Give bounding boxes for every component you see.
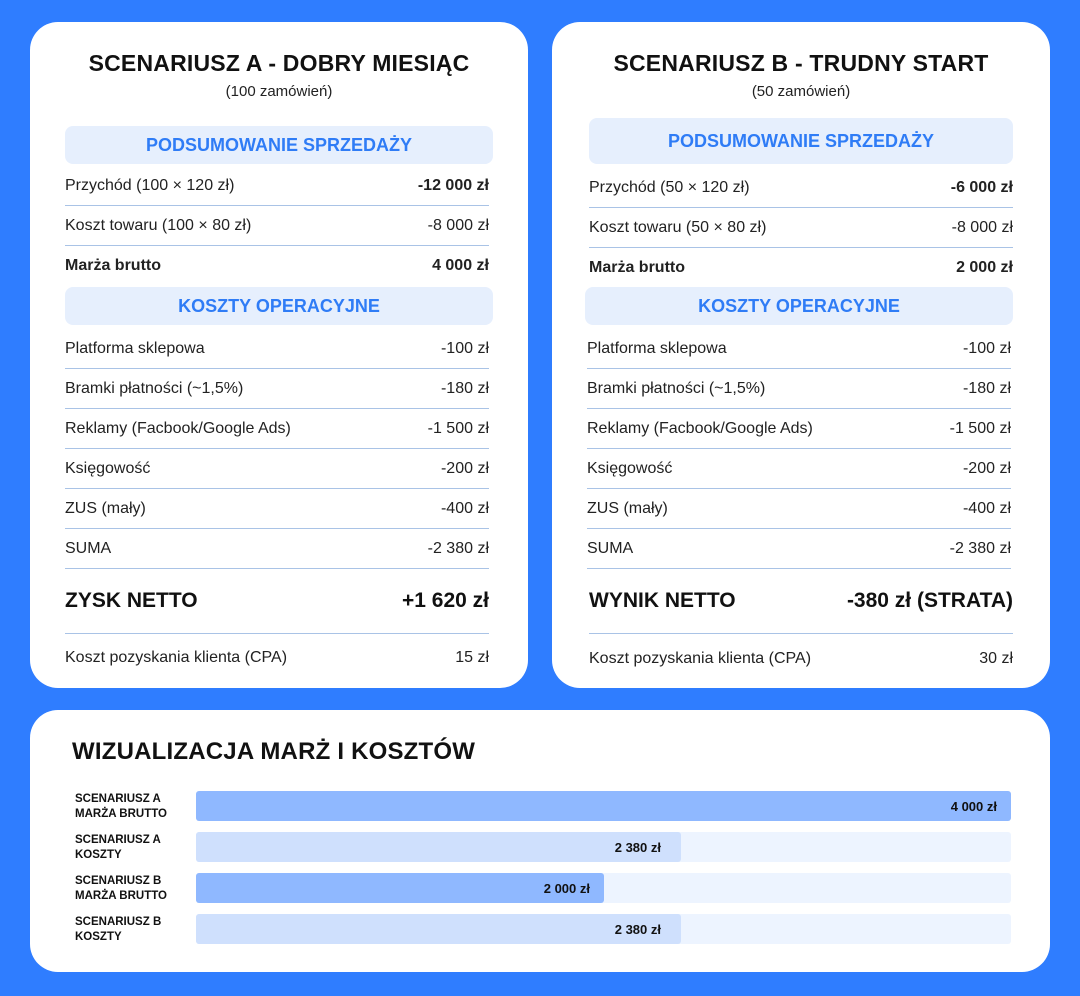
row-value: -180 zł xyxy=(962,379,1011,397)
row-label: ZUS (mały) xyxy=(587,499,668,517)
scenario-a-revenue-row xyxy=(65,166,489,206)
scenario-a-cost-row xyxy=(65,329,489,369)
scenario-b-card xyxy=(552,22,1050,688)
net-label: ZYSK NETTO xyxy=(65,589,198,612)
row-value: -1 500 zł xyxy=(427,419,489,437)
row-value: -8 000 zł xyxy=(427,216,489,234)
row-label: Marża brutto xyxy=(65,257,161,274)
scenario-b-cogs-row xyxy=(589,208,1013,248)
scenario-a-net-row xyxy=(65,569,489,633)
scenario-a-title: SCENARIUSZ A - DOBRY MIESIĄC xyxy=(88,50,470,76)
bar-label-line: SCENARIUSZ A xyxy=(75,834,161,846)
row-label: SUMA xyxy=(587,539,634,557)
row-label: Platforma sklepowa xyxy=(65,339,205,357)
scenario-b-cost-row xyxy=(587,329,1011,369)
bar-label-line: KOSZTY xyxy=(75,849,122,861)
bar-track xyxy=(196,791,1011,821)
bar-label-line: KOSZTY xyxy=(75,931,122,943)
bar-label-line: MARŻA BRUTTO xyxy=(75,808,167,820)
net-value: -380 zł (STRATA) xyxy=(846,589,1013,612)
scenario-b-gross-margin-row xyxy=(589,248,1013,288)
row-value: -1 500 zł xyxy=(949,419,1011,437)
row-label: Reklamy (Facbook/Google Ads) xyxy=(65,419,291,437)
scenario-b-cost-row xyxy=(587,489,1011,529)
bar-scenario-a-margin xyxy=(196,791,1011,821)
scenario-a-cogs-row xyxy=(65,206,489,246)
row-value: 30 zł xyxy=(979,650,1013,667)
scenario-b-sales-header: PODSUMOWANIE SPRZEDAŻY xyxy=(589,118,1013,164)
row-label: Koszt pozyskania klienta (CPA) xyxy=(589,650,812,667)
row-value: -12 000 zł xyxy=(417,176,489,194)
scenario-a-cost-row xyxy=(65,489,489,529)
net-label: WYNIK NETTO xyxy=(589,589,736,612)
row-label: Bramki płatności (~1,5%) xyxy=(587,379,766,397)
scenario-b-net-row xyxy=(589,569,1013,633)
row-label: Księgowość xyxy=(65,459,151,477)
divider xyxy=(589,633,1013,634)
bar-label-line: SCENARIUSZ A xyxy=(75,793,161,805)
scenario-b-subtitle: (50 zamówień) xyxy=(751,83,851,100)
row-label: SUMA xyxy=(65,539,112,557)
row-value: -200 zł xyxy=(440,459,489,477)
bar-label xyxy=(75,833,205,863)
scenario-a-cpa-row xyxy=(65,638,489,678)
net-value: +1 620 zł xyxy=(402,589,489,612)
visualization-title: WIZUALIZACJA MARŻ I KOSZTÓW xyxy=(72,738,476,765)
scenario-a-sales-header: PODSUMOWANIE SPRZEDAŻY xyxy=(65,126,493,164)
bar-value-label: 2 000 zł xyxy=(543,880,590,896)
row-label: Reklamy (Facbook/Google Ads) xyxy=(587,419,813,437)
scenario-b-cost-sum-row xyxy=(587,529,1011,569)
bar-scenario-b-margin xyxy=(196,873,604,903)
row-value: -400 zł xyxy=(962,499,1011,517)
row-label: Koszt towaru (50 × 80 zł) xyxy=(589,218,767,236)
row-value: -2 380 zł xyxy=(949,539,1011,557)
scenario-b-costs-header: KOSZTY OPERACYJNE xyxy=(585,287,1013,325)
row-value: 15 zł xyxy=(455,649,489,666)
row-value: -100 zł xyxy=(440,339,489,357)
bar-value-label: 2 380 zł xyxy=(614,839,661,855)
bar-value-label: 4 000 zł xyxy=(950,798,997,814)
visualization-card xyxy=(30,710,1050,972)
scenario-a-costs-header: KOSZTY OPERACYJNE xyxy=(65,287,493,325)
row-label: Platforma sklepowa xyxy=(587,339,727,357)
bar-label-line: MARŻA BRUTTO xyxy=(75,890,167,902)
row-value: -400 zł xyxy=(440,499,489,517)
scenario-b-title: SCENARIUSZ B - TRUDNY START xyxy=(613,50,989,76)
row-value: -6 000 zł xyxy=(950,178,1013,196)
row-value: 2 000 zł xyxy=(956,259,1013,276)
row-label: Koszt towaru (100 × 80 zł) xyxy=(65,216,252,234)
bar-label-line: SCENARIUSZ B xyxy=(75,875,162,887)
bar-track xyxy=(196,873,1011,903)
bar-track xyxy=(196,914,1011,944)
bar-scenario-a-costs xyxy=(196,832,681,862)
bar-label-line: SCENARIUSZ B xyxy=(75,916,162,928)
bar-value-label: 2 380 zł xyxy=(614,921,661,937)
row-label: ZUS (mały) xyxy=(65,499,146,517)
scenario-b-cost-row xyxy=(587,369,1011,409)
bar-label xyxy=(75,915,205,945)
bar-scenario-b-costs xyxy=(196,914,681,944)
row-value: -8 000 zł xyxy=(951,218,1013,236)
row-label: Przychód (50 × 120 zł) xyxy=(589,178,750,196)
scenario-b-revenue-row xyxy=(589,168,1013,208)
bar-label xyxy=(75,874,205,904)
scenario-a-gross-margin-row xyxy=(65,246,489,286)
bar-track xyxy=(196,832,1011,862)
divider xyxy=(65,633,489,634)
scenario-a-cost-sum-row xyxy=(65,529,489,569)
row-label: Przychód (100 × 120 zł) xyxy=(65,176,235,194)
scenario-a-cost-row xyxy=(65,449,489,489)
row-value: -180 zł xyxy=(440,379,489,397)
row-value: 4 000 zł xyxy=(432,257,489,274)
row-label: Księgowość xyxy=(587,459,673,477)
scenario-b-cost-row xyxy=(587,409,1011,449)
scenario-a-cost-row xyxy=(65,409,489,449)
scenario-b-cost-row xyxy=(587,449,1011,489)
row-label: Marża brutto xyxy=(589,259,685,276)
bar-label xyxy=(75,792,205,822)
row-value: -100 zł xyxy=(962,339,1011,357)
row-label: Bramki płatności (~1,5%) xyxy=(65,379,244,397)
row-label: Koszt pozyskania klienta (CPA) xyxy=(65,649,288,666)
scenario-a-subtitle: (100 zamówień) xyxy=(225,83,333,100)
row-value: -2 380 zł xyxy=(427,539,489,557)
scenario-a-cost-row xyxy=(65,369,489,409)
scenario-a-card xyxy=(30,22,528,688)
scenario-b-cpa-row xyxy=(589,639,1013,679)
row-value: -200 zł xyxy=(962,459,1011,477)
